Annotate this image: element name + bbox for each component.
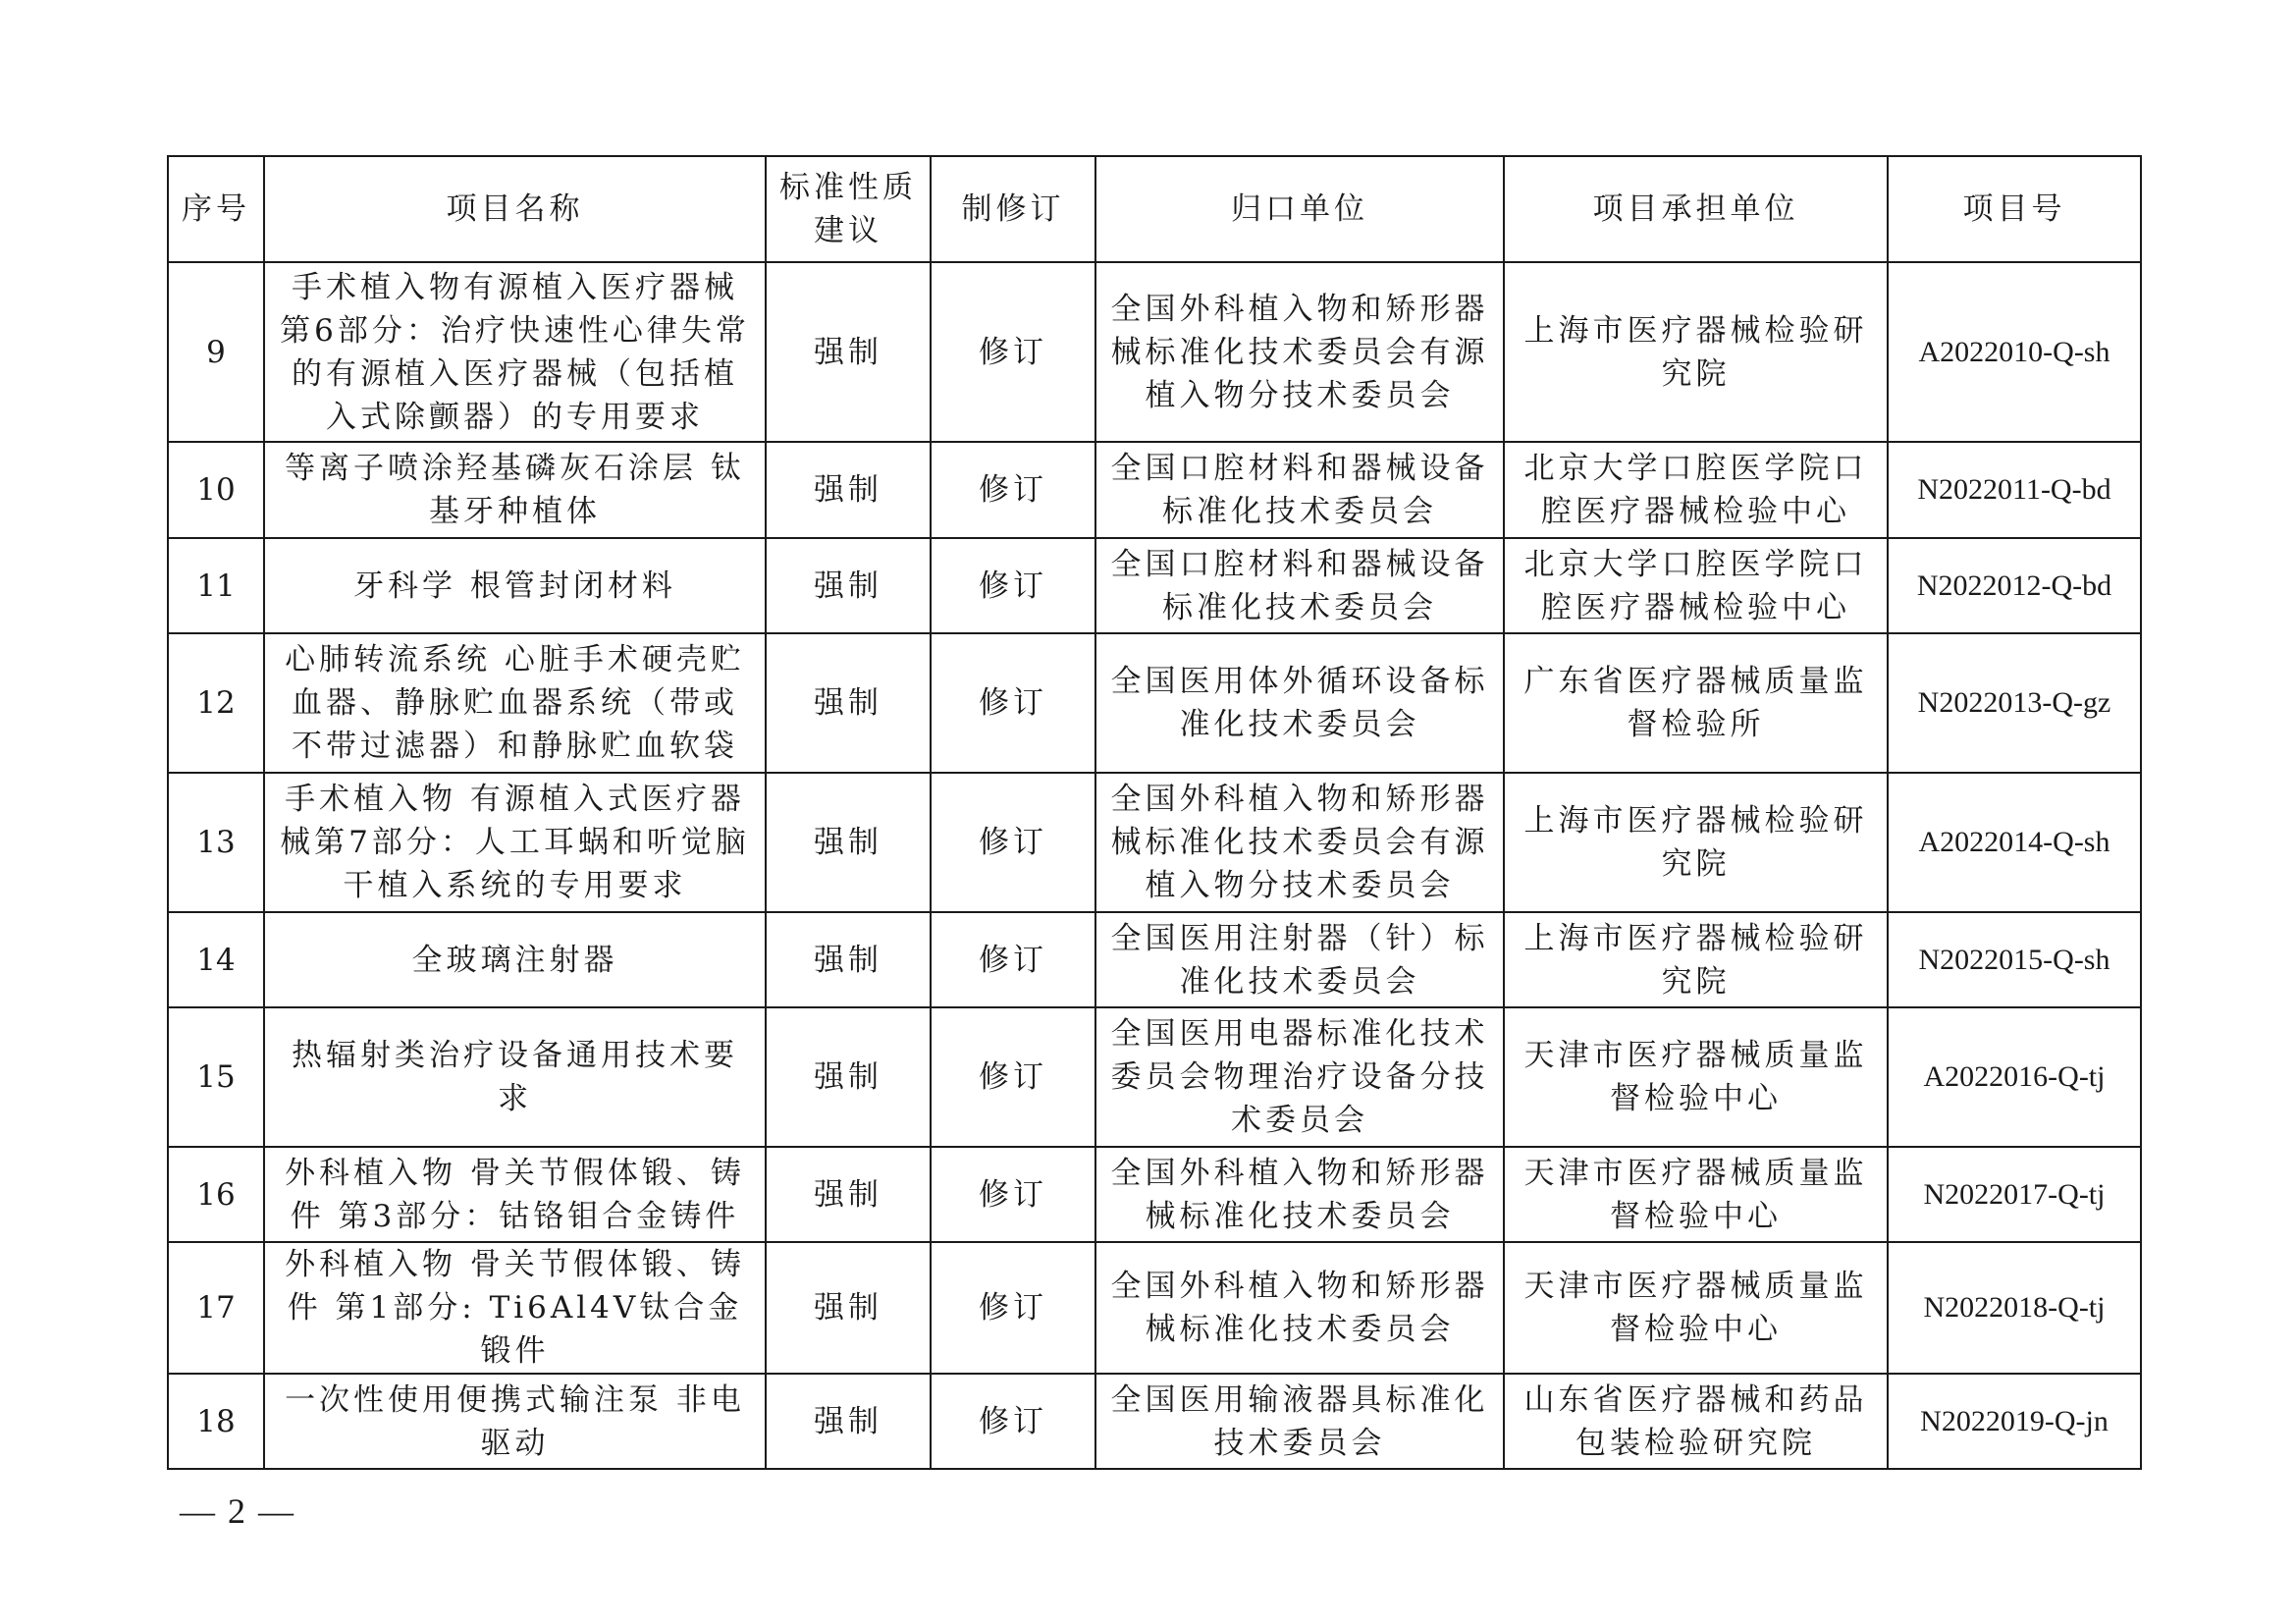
row-committee: 全国外科植入物和矫形器械标准化技术委员会有源植入物分技术委员会 [1095,773,1504,912]
row-nature: 强制 [766,912,931,1007]
row-revision: 修订 [931,1147,1095,1242]
row-revision: 修订 [931,538,1095,633]
row-committee: 全国外科植入物和矫形器械标准化技术委员会 [1095,1242,1504,1374]
row-undertaker: 北京大学口腔医学院口腔医疗器械检验中心 [1504,442,1888,538]
row-name: 等离子喷涂羟基磷灰石涂层 钛基牙种植体 [264,442,766,538]
row-undertaker: 广东省医疗器械质量监督检验所 [1504,633,1888,773]
row-revision: 修订 [931,1007,1095,1147]
row-code: N2022015-Q-sh [1888,912,2141,1007]
row-revision: 修订 [931,1242,1095,1374]
row-no: 15 [168,1007,264,1147]
header-nature: 标准性质建议 [766,156,931,262]
row-name: 心肺转流系统 心脏手术硬壳贮血器、静脉贮血器系统（带或不带过滤器）和静脉贮血软袋 [264,633,766,773]
row-undertaker: 上海市医疗器械检验研究院 [1504,262,1888,442]
table-row [168,1147,2141,1242]
row-committee: 全国医用输液器具标准化技术委员会 [1095,1374,1504,1469]
row-no: 9 [168,262,264,442]
row-no: 14 [168,912,264,1007]
row-nature: 强制 [766,633,931,773]
row-no: 10 [168,442,264,538]
row-nature: 强制 [766,1007,931,1147]
row-code: N2022019-Q-jn [1888,1374,2141,1469]
row-no: 12 [168,633,264,773]
row-name: 外科植入物 骨关节假体锻、铸件 第3部分：钴铬钼合金铸件 [264,1147,766,1242]
row-no: 16 [168,1147,264,1242]
standards-table [167,155,2142,1470]
page-number: — 2 — [180,1491,295,1531]
row-no: 17 [168,1242,264,1374]
table-row [168,1242,2141,1374]
row-undertaker: 上海市医疗器械检验研究院 [1504,773,1888,912]
row-code: A2022016-Q-tj [1888,1007,2141,1147]
row-nature: 强制 [766,1374,931,1469]
row-code: N2022013-Q-gz [1888,633,2141,773]
row-undertaker: 天津市医疗器械质量监督检验中心 [1504,1007,1888,1147]
row-name: 热辐射类治疗设备通用技术要求 [264,1007,766,1147]
header-row [168,156,2141,262]
table-row [168,912,2141,1007]
row-undertaker: 天津市医疗器械质量监督检验中心 [1504,1147,1888,1242]
row-committee: 全国外科植入物和矫形器械标准化技术委员会 [1095,1147,1504,1242]
row-nature: 强制 [766,538,931,633]
row-nature: 强制 [766,1242,931,1374]
row-name: 外科植入物 骨关节假体锻、铸件 第1部分: Ti6Al4V钛合金锻件 [264,1242,766,1374]
table-row [168,1374,2141,1469]
row-committee: 全国医用电器标准化技术委员会物理治疗设备分技术委员会 [1095,1007,1504,1147]
row-nature: 强制 [766,1147,931,1242]
row-code: A2022014-Q-sh [1888,773,2141,912]
row-nature: 强制 [766,442,931,538]
table-row [168,538,2141,633]
row-undertaker: 北京大学口腔医学院口腔医疗器械检验中心 [1504,538,1888,633]
header-undertaker: 项目承担单位 [1504,156,1888,262]
header-code: 项目号 [1888,156,2141,262]
row-code: N2022018-Q-tj [1888,1242,2141,1374]
row-code: N2022017-Q-tj [1888,1147,2141,1242]
header-name: 项目名称 [264,156,766,262]
table-row [168,1007,2141,1147]
row-nature: 强制 [766,262,931,442]
row-name: 全玻璃注射器 [264,912,766,1007]
header-revision: 制修订 [931,156,1095,262]
row-revision: 修订 [931,1374,1095,1469]
row-name: 手术植入物有源植入医疗器械第6部分：治疗快速性心律失常的有源植入医疗器械（包括植入式除颤器）的专用要求 [264,262,766,442]
row-no: 18 [168,1374,264,1469]
row-undertaker: 上海市医疗器械检验研究院 [1504,912,1888,1007]
row-committee: 全国外科植入物和矫形器械标准化技术委员会有源植入物分技术委员会 [1095,262,1504,442]
table-row [168,773,2141,912]
row-code: N2022012-Q-bd [1888,538,2141,633]
row-name: 一次性使用便携式输注泵 非电驱动 [264,1374,766,1469]
row-nature: 强制 [766,773,931,912]
row-revision: 修订 [931,262,1095,442]
header-no: 序号 [168,156,264,262]
table-row [168,633,2141,773]
row-revision: 修订 [931,633,1095,773]
row-undertaker: 天津市医疗器械质量监督检验中心 [1504,1242,1888,1374]
header-committee: 归口单位 [1095,156,1504,262]
row-code: N2022011-Q-bd [1888,442,2141,538]
row-code: A2022010-Q-sh [1888,262,2141,442]
row-undertaker: 山东省医疗器械和药品包装检验研究院 [1504,1374,1888,1469]
row-committee: 全国口腔材料和器械设备标准化技术委员会 [1095,442,1504,538]
row-committee: 全国医用注射器（针）标准化技术委员会 [1095,912,1504,1007]
row-revision: 修订 [931,442,1095,538]
row-no: 11 [168,538,264,633]
row-committee: 全国口腔材料和器械设备标准化技术委员会 [1095,538,1504,633]
row-committee: 全国医用体外循环设备标准化技术委员会 [1095,633,1504,773]
row-no: 13 [168,773,264,912]
row-name: 手术植入物 有源植入式医疗器械第7部分：人工耳蜗和听觉脑干植入系统的专用要求 [264,773,766,912]
table-row [168,442,2141,538]
table-row [168,262,2141,442]
row-revision: 修订 [931,912,1095,1007]
row-name: 牙科学 根管封闭材料 [264,538,766,633]
row-revision: 修订 [931,773,1095,912]
